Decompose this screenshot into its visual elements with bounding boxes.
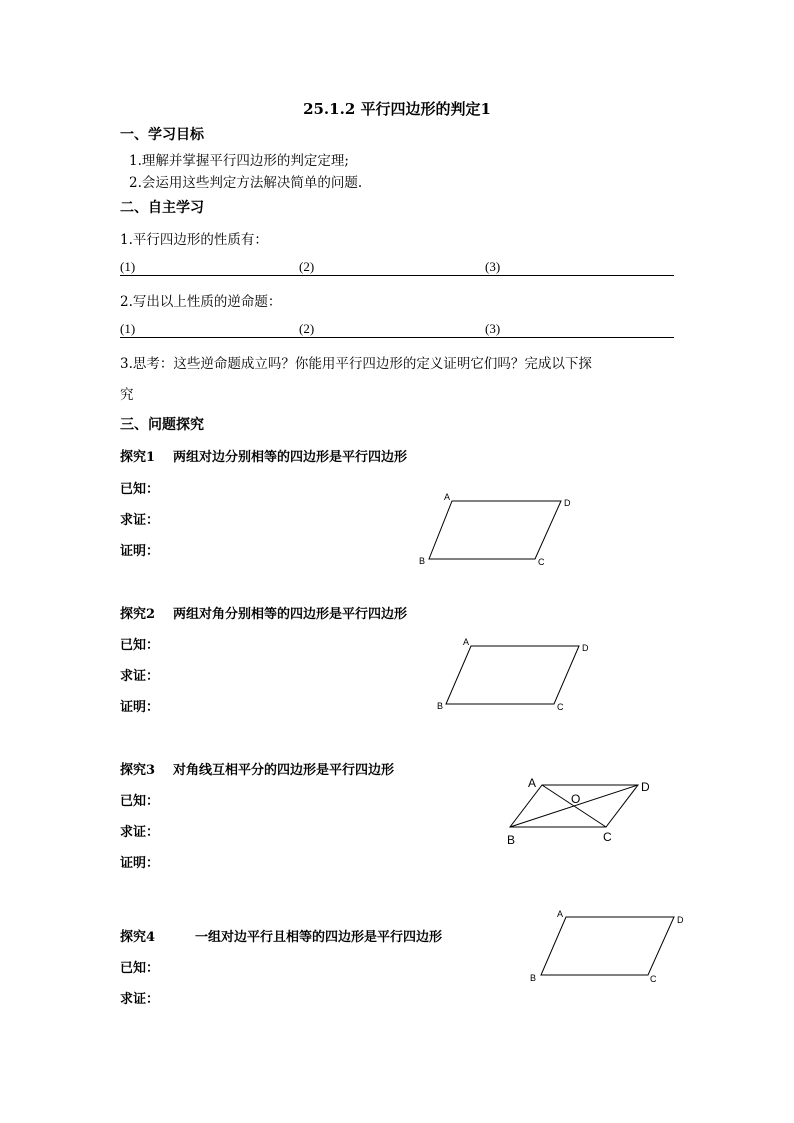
investigation-3-statement: 对角线互相平分的四边形是平行四边形 <box>173 763 395 778</box>
parallelogram-figure-3 <box>495 770 665 850</box>
investigation-4 <box>120 926 442 945</box>
question-2: 2.写出以上性质的逆命题： <box>120 294 282 310</box>
answer-line-2[interactable] <box>120 337 674 338</box>
vertex-a: A <box>463 637 470 647</box>
vertex-d: D <box>582 643 589 653</box>
page-title: 25.1.2 平行四边形的判定1 <box>303 100 491 118</box>
investigation-4-label: 探究4 <box>120 930 156 945</box>
inv2-proof: 证明： <box>120 700 160 715</box>
investigation-3 <box>120 759 394 778</box>
vertex-b: B <box>437 701 444 711</box>
inv1-proof: 证明： <box>120 544 160 559</box>
parallelogram-figure-4 <box>520 905 690 990</box>
vertex-d: D <box>677 915 684 925</box>
section2-heading: 二、自主学习 <box>120 200 204 216</box>
goal-2: 2.会运用这些判定方法解决简单的问题. <box>129 175 363 191</box>
question-3-line1: 3.思考：这些逆命题成立吗？你能用平行四边形的定义证明它们吗？完成以下探 <box>120 356 592 372</box>
answer-line-1[interactable] <box>120 275 674 276</box>
blank-label-3: (3) <box>485 259 501 274</box>
blank-label-6: (3) <box>485 321 501 336</box>
question-1: 1.平行四边形的性质有： <box>120 232 268 248</box>
inv1-known: 已知： <box>120 482 160 497</box>
inv1-prove: 求证： <box>120 513 160 528</box>
inv3-known: 已知： <box>120 794 160 809</box>
parallelogram-figure-2 <box>430 634 600 719</box>
parallelogram-figure-1 <box>410 488 580 573</box>
inv3-prove: 求证： <box>120 825 160 840</box>
question-3-line2: 究 <box>120 387 134 403</box>
vertex-b: B <box>530 973 537 983</box>
investigation-1-statement: 两组对边分别相等的四边形是平行四边形 <box>173 450 408 465</box>
investigation-3-label: 探究3 <box>120 763 156 778</box>
vertex-c: C <box>538 557 545 567</box>
vertex-c: C <box>557 702 564 712</box>
vertex-o: O <box>571 792 581 806</box>
vertex-c: C <box>650 974 657 984</box>
section3-heading: 三、问题探究 <box>120 417 204 433</box>
investigation-2-statement: 两组对角分别相等的四边形是平行四边形 <box>173 607 408 622</box>
vertex-a: A <box>444 492 451 502</box>
parallelogram-abcd-4 <box>541 917 674 975</box>
vertex-b: B <box>507 833 516 847</box>
inv2-known: 已知： <box>120 638 160 653</box>
blank-label-4: (1) <box>120 321 136 336</box>
investigation-1 <box>120 446 407 465</box>
vertex-b: B <box>419 556 426 566</box>
vertex-d: D <box>641 780 650 794</box>
vertex-a: A <box>557 909 564 919</box>
vertex-d: D <box>564 498 571 508</box>
inv3-proof: 证明： <box>120 856 160 871</box>
investigation-4-statement: 一组对边平行且相等的四边形是平行四边形 <box>195 930 443 945</box>
inv4-known: 已知： <box>120 961 160 976</box>
investigation-2-label: 探究2 <box>120 607 156 622</box>
investigation-1-label: 探究1 <box>120 450 156 465</box>
blank-label-5: (2) <box>299 321 315 336</box>
blank-label-2: (2) <box>299 259 315 274</box>
parallelogram-abcd-1 <box>429 501 561 559</box>
vertex-c: C <box>603 830 612 844</box>
blank-label-1: (1) <box>120 259 136 274</box>
section1-heading: 一、学习目标 <box>120 127 204 143</box>
vertex-a: A <box>528 776 537 790</box>
inv2-prove: 求证： <box>120 669 160 684</box>
inv4-prove: 求证： <box>120 992 160 1007</box>
goal-1: 1.理解并掌握平行四边形的判定定理; <box>129 153 349 169</box>
parallelogram-abcd-2 <box>446 646 579 704</box>
investigation-2 <box>120 603 407 622</box>
